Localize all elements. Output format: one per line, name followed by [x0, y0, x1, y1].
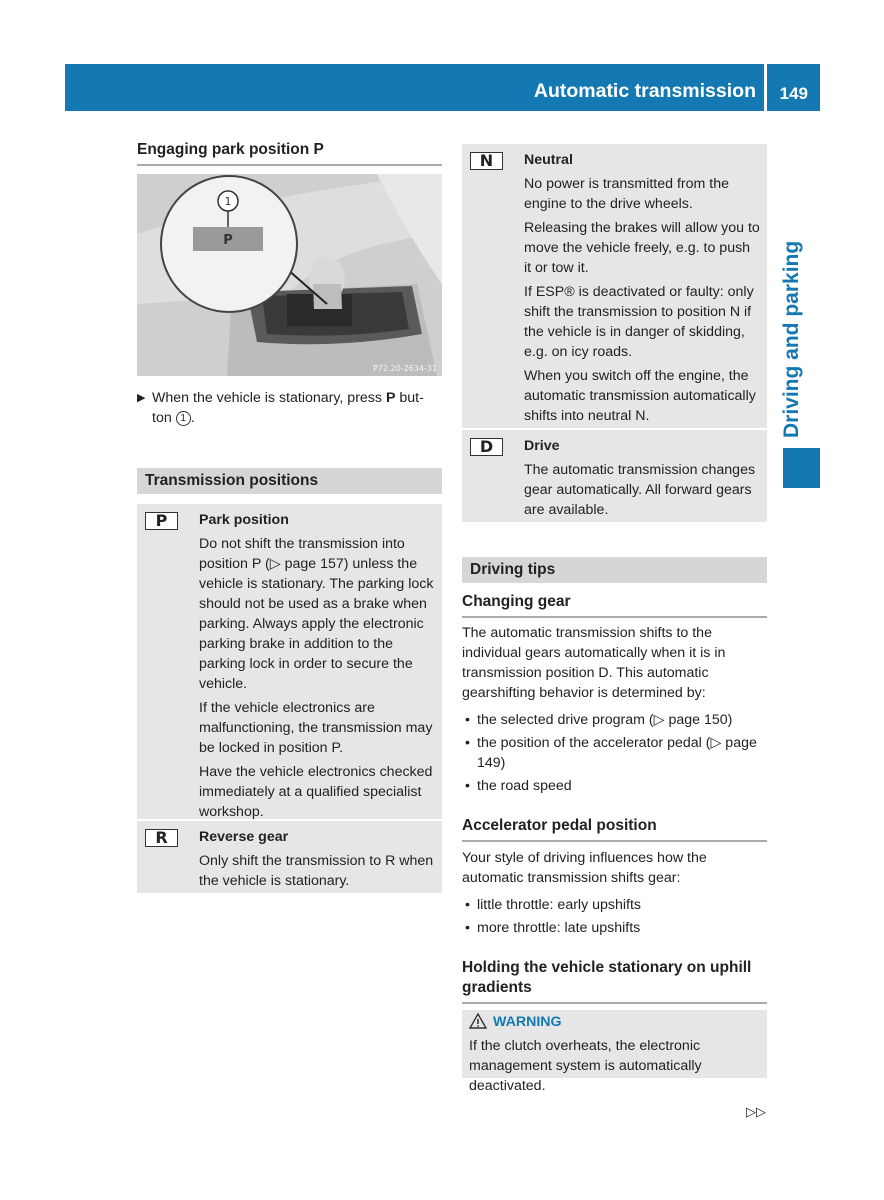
side-tab-marker	[783, 448, 820, 488]
driving-tips-heading: Driving tips	[462, 557, 767, 583]
row-text: Releasing the brakes will allow you to move the vehicle freely, e.g. to push it or tow it.	[524, 220, 760, 276]
accelerator-list	[462, 895, 767, 938]
changing-gear-heading: Changing gear	[462, 592, 767, 618]
row-title: Reverse gear	[199, 829, 289, 845]
instruction-text: When the vehicle is stationary, press	[152, 390, 382, 406]
list-item: • the road speed	[462, 776, 767, 796]
row-text: The automatic transmission changes gear automatically. All forward gears are available.	[524, 462, 756, 518]
row-text: Do not shift the transmission into position P (▷ page 157) unless the vehicle is stationary. The parking lock should not be used as a brake when parking. Always apply the electronic parking brake in addition to the parking lock in order to secure the vehicle.	[199, 536, 434, 692]
accelerator-body: Your style of driving influences how the automatic transmission shifts gear:	[462, 850, 707, 886]
instruction-period: .	[190, 410, 195, 426]
section-title-park: Engaging park position P	[137, 140, 442, 166]
row-text: No power is transmitted from the engine to the drive wheels.	[524, 176, 730, 212]
table-row-reverse	[137, 819, 442, 893]
gear-selector-illustration	[137, 174, 442, 376]
changing-gear-section	[462, 623, 767, 799]
key-cell	[137, 821, 192, 893]
list-item: • more throttle: late upshifts	[462, 918, 767, 938]
accelerator-heading: Accelerator pedal position	[462, 816, 767, 842]
table-row-drive	[462, 428, 767, 522]
desc-cell	[192, 821, 442, 893]
desc-cell	[192, 504, 442, 819]
page-header	[65, 64, 820, 111]
key-n-icon: N	[470, 152, 503, 170]
warning-header	[469, 1012, 760, 1032]
warning-label: WARNING	[493, 1014, 562, 1030]
header-separator	[764, 64, 767, 111]
warning-triangle-icon	[469, 1013, 487, 1029]
row-text: When you switch off the engine, the automatic transmission automatically shifts into neutral N.	[524, 368, 756, 424]
page-number: 149	[779, 84, 808, 103]
key-cell	[462, 144, 517, 428]
instruction-text-line2: ton	[152, 410, 172, 426]
row-title: Neutral	[524, 152, 573, 168]
row-title: Park position	[199, 512, 289, 528]
transmission-table-right	[462, 144, 767, 522]
table-row-neutral	[462, 144, 767, 428]
accelerator-section	[462, 848, 767, 941]
gear-selector-photo	[137, 174, 442, 376]
transmission-table-left	[137, 504, 442, 893]
instruction	[137, 388, 442, 428]
transmission-positions-heading: Transmission positions	[137, 468, 442, 494]
instruction-key: P	[385, 390, 396, 406]
row-text: If ESP® is deactivated or faulty: only shift the transmission to position N if the vehicle is in danger of skidding, e.g. on icy roads.	[524, 284, 754, 360]
instruction-text-end: but-	[399, 390, 424, 406]
key-r-icon: R	[145, 829, 178, 847]
key-p-icon: P	[145, 512, 178, 530]
row-text: If the vehicle electronics are malfunctioning, the transmission may be locked in position P.	[199, 700, 433, 756]
row-text: Only shift the transmission to R when the vehicle is stationary.	[199, 853, 434, 889]
continue-icon: ▷▷	[746, 1104, 766, 1119]
changing-gear-list	[462, 710, 767, 796]
row-title: Drive	[524, 438, 560, 454]
key-d-icon: D	[470, 438, 503, 456]
side-tab-label: Driving and parking	[780, 240, 803, 438]
chapter-title: Automatic transmission	[533, 80, 756, 102]
desc-cell	[517, 144, 767, 428]
photo-p-label: P	[223, 233, 233, 248]
desc-cell	[517, 430, 767, 522]
instruction-arrow-icon: ▶	[137, 392, 146, 404]
photo-callout-number: 1	[224, 195, 232, 208]
key-cell	[462, 430, 517, 522]
list-item: • little throttle: early upshifts	[462, 895, 767, 915]
uphill-heading: Holding the vehicle stationary on uphill gradients	[462, 958, 767, 1004]
photo-code: P72.20-2634-31	[372, 364, 437, 373]
warning-text: If the clutch overheats, the electronic management system is automatically deactivated.	[469, 1038, 702, 1094]
callout-1-icon: 1	[176, 411, 191, 426]
changing-gear-body: The automatic transmission shifts to the individual gears automatically when it is in transmission position D. This automatic gearshifting behavior is determined by:	[462, 625, 726, 701]
key-cell	[137, 504, 192, 819]
warning-box	[462, 1010, 767, 1094]
table-row-park	[137, 504, 442, 819]
list-item: • the selected drive program (▷ page 150)	[462, 710, 767, 730]
row-text: Have the vehicle electronics checked immediately at a qualified specialist workshop.	[199, 764, 433, 820]
list-item: • the position of the accelerator pedal (▷ page 149)	[462, 733, 767, 773]
